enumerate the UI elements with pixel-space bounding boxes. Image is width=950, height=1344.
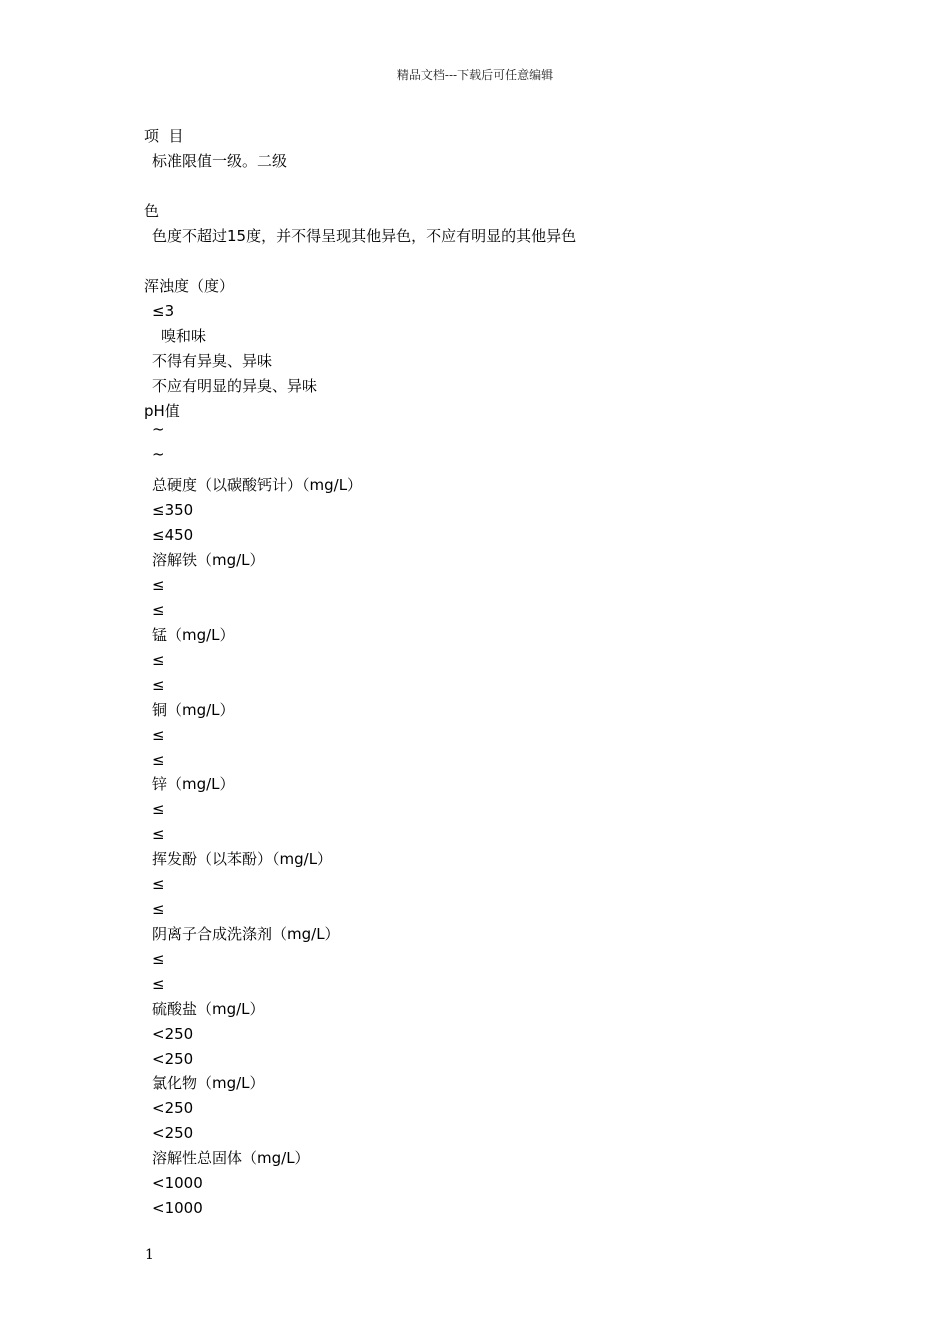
tds-limit-2: <1000	[152, 1199, 203, 1217]
param-manganese: 锰（mg/L）	[152, 626, 235, 644]
odor-limit-1: 不得有异臭、异味	[152, 352, 273, 370]
detergent-limit-1: ≤	[152, 950, 165, 968]
iron-limit-2: ≤	[152, 601, 165, 619]
iron-limit-1: ≤	[152, 576, 165, 594]
page-header: 精品文档---下载后可任意编辑	[396, 68, 554, 82]
chloride-limit-2: <250	[152, 1124, 194, 1142]
param-ph: pH值	[144, 402, 180, 420]
ph-limit-1: ~	[152, 420, 165, 438]
phenol-limit-1: ≤	[152, 875, 165, 893]
param-color: 色	[144, 202, 160, 220]
copper-limit-2: ≤	[152, 751, 165, 769]
phenol-limit-2: ≤	[152, 900, 165, 918]
param-turbidity: 浑浊度（度）	[144, 277, 235, 295]
manganese-limit-1: ≤	[152, 651, 165, 669]
detergent-limit-2: ≤	[152, 975, 165, 993]
param-dissolved-iron: 溶解铁（mg/L）	[152, 551, 265, 569]
copper-limit-1: ≤	[152, 726, 165, 744]
sulfate-limit-2: <250	[152, 1050, 194, 1068]
odor-limit-2: 不应有明显的异臭、异味	[152, 377, 318, 395]
hardness-limit-1: ≤350	[152, 501, 194, 519]
zinc-limit-2: ≤	[152, 825, 165, 843]
hardness-limit-2: ≤450	[152, 526, 194, 544]
color-limit: 色度不超过15度，并不得呈现其他异色，不应有明显的其他异色	[152, 227, 577, 245]
ph-limit-2: ~	[152, 445, 165, 463]
sulfate-limit-1: <250	[152, 1025, 194, 1043]
param-sulfate: 硫酸盐（mg/L）	[152, 1000, 265, 1018]
item-heading: 项 目	[144, 127, 184, 145]
param-volatile-phenol: 挥发酚（以苯酚）（mg/L）	[152, 850, 333, 868]
zinc-limit-1: ≤	[152, 800, 165, 818]
page-number: 1	[145, 1247, 154, 1263]
param-anionic-detergent: 阴离子合成洗涤剂（mg/L）	[152, 925, 340, 943]
tds-limit-1: <1000	[152, 1174, 203, 1192]
limit-heading: 标准限值一级。二级	[152, 152, 288, 170]
manganese-limit-2: ≤	[152, 676, 165, 694]
param-total-dissolved-solids: 溶解性总固体（mg/L）	[152, 1149, 310, 1167]
param-zinc: 锌（mg/L）	[152, 775, 235, 793]
param-total-hardness: 总硬度（以碳酸钙计）（mg/L）	[152, 476, 363, 494]
param-odor-taste: 嗅和味	[161, 327, 207, 345]
param-chloride: 氯化物（mg/L）	[152, 1074, 265, 1092]
turbidity-limit: ≤3	[152, 302, 175, 320]
param-copper: 铜（mg/L）	[152, 701, 235, 719]
chloride-limit-1: <250	[152, 1099, 194, 1117]
